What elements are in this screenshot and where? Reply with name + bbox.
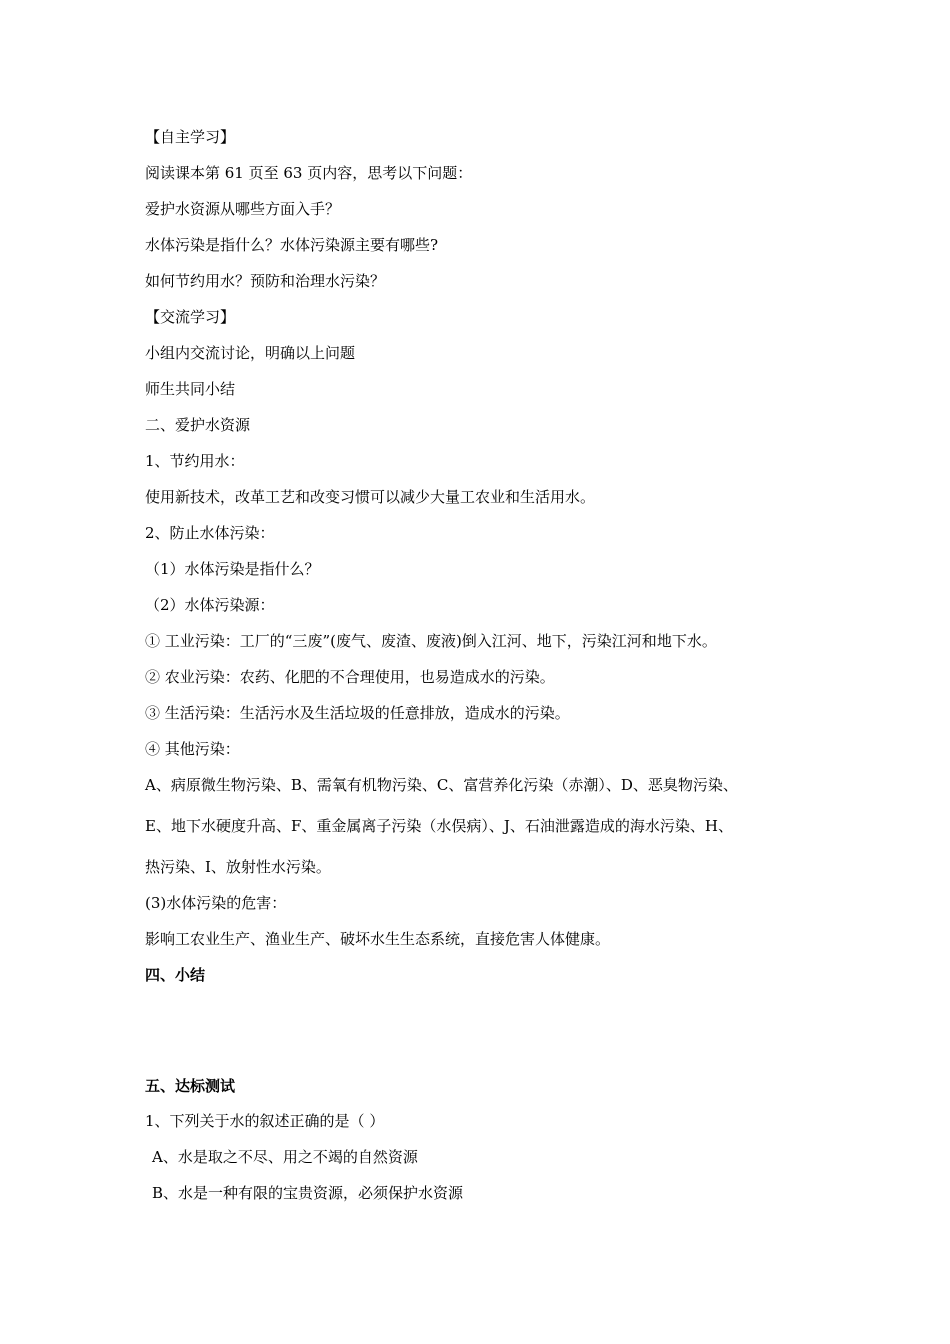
other-pollution-line-2: E、地下水硬度升高、F、重金属离子污染（水俣病）、J、石油泄露造成的海水污染、H、 xyxy=(145,817,733,835)
question-2: 水体污染是指什么？水体污染源主要有哪些? xyxy=(145,236,439,254)
item-1-title: 1、节约用水： xyxy=(145,452,245,470)
question-3: 如何节约用水？预防和治理水污染？ xyxy=(145,272,386,290)
self-study-intro: 阅读课本第 61 页至 63 页内容，思考以下问题： xyxy=(145,164,473,182)
item-1-text: 使用新技术，改革工艺和改变习惯可以减少大量工农业和生活用水。 xyxy=(145,488,596,506)
pollution-source-2: ② 农业污染：农药、化肥的不合理使用，也易造成水的污染。 xyxy=(145,668,555,686)
pollution-source-3: ③ 生活污染：生活污水及生活垃圾的任意排放，造成水的污染。 xyxy=(145,704,570,722)
section-2-title: 二、爱护水资源 xyxy=(145,416,251,434)
other-pollution-line-3: 热污染、I、放射性水污染。 xyxy=(145,858,331,876)
test-question-1: 1、下列关于水的叙述正确的是（ ） xyxy=(145,1112,385,1130)
pollution-source-1: ① 工业污染：工厂的“三废”(废气、废渣、废液)倒入江河、地下，污染江河和地下水。 xyxy=(145,632,717,650)
item-2-title: 2、防止水体污染： xyxy=(145,524,275,542)
exchange-item-2: 师生共同小结 xyxy=(145,380,236,398)
harm-text: 影响工农业生产、渔业生产、破坏水生生态系统，直接危害人体健康。 xyxy=(145,930,611,948)
exchange-heading: 【交流学习】 xyxy=(145,308,236,326)
sub-item-3: (3)水体污染的危害： xyxy=(145,894,287,912)
sub-item-2: （2）水体污染源： xyxy=(145,596,275,614)
question-1: 爱护水资源从哪些方面入手？ xyxy=(145,200,341,218)
test-question-1-option-a: A、水是取之不尽、用之不竭的自然资源 xyxy=(152,1148,418,1166)
self-study-heading: 【自主学习】 xyxy=(145,128,236,146)
sub-item-1: （1）水体污染是指什么？ xyxy=(145,560,320,578)
test-question-1-option-b: B、水是一种有限的宝贵资源，必须保护水资源 xyxy=(152,1184,464,1202)
section-5-title: 五、达标测试 xyxy=(145,1077,236,1095)
pollution-source-4: ④ 其他污染： xyxy=(145,740,240,758)
section-4-title: 四、小结 xyxy=(145,966,206,984)
other-pollution-line-1: A、病原微生物污染、B、需氧有机物污染、C、富营养化污染（赤潮）、D、恶臭物污染、 xyxy=(145,776,738,794)
exchange-item-1: 小组内交流讨论，明确以上问题 xyxy=(145,344,356,362)
